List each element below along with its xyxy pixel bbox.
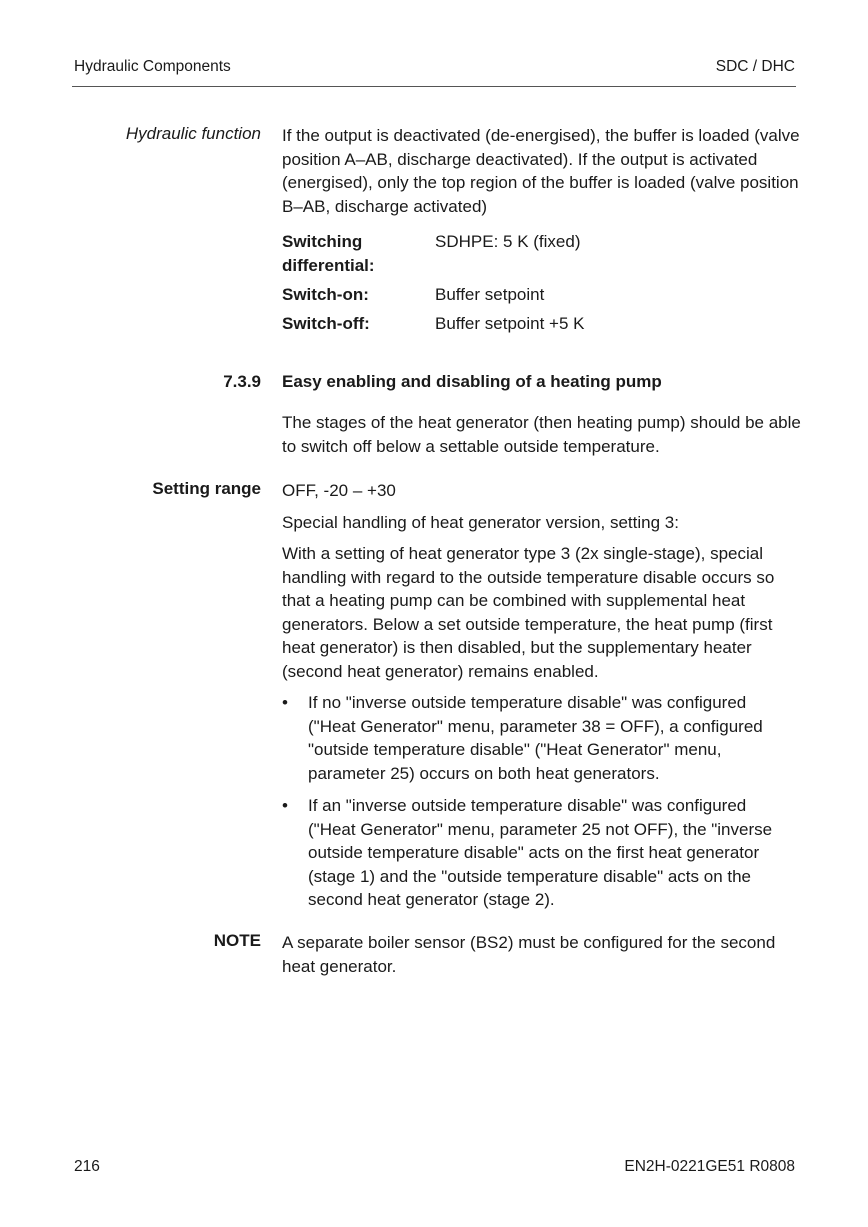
bullet-marker: • — [282, 796, 288, 815]
special-handling-paragraph: With a setting of heat generator type 3 (2x single-stage), special handling with regard to the outside temperature disable occurs so that a heating pump can be combined with supplemental heat generators. Below a set outside temperature, the heat pump (first heat generator) is then disabled, but the supplementary heater (second heat generator) remains enabled. — [282, 544, 775, 681]
section-title: Easy enabling and disabling of a heating pump — [282, 372, 662, 391]
hydraulic-function-label: Hydraulic function — [125, 124, 261, 143]
setting-range-value: OFF, -20 – +30 — [282, 481, 396, 500]
bullet-marker: • — [282, 693, 288, 712]
header-rule — [72, 86, 796, 87]
document-code: EN2H-0221GE51 R0808 — [624, 1158, 795, 1175]
switching-differential-value: SDHPE: 5 K (fixed) — [435, 232, 581, 251]
bullet-item: If no "inverse outside temperature disable" was configured ("Heat Generator" menu, parameter 38 = OFF), a configured "outside temperature disable" ("Heat Generator" menu, parameter 25) occurs on both heat generators. — [308, 693, 763, 783]
switch-off-key: Switch-off: — [282, 314, 370, 333]
bullet-item: If an "inverse outside temperature disable" was configured ("Heat Generator" menu, parameter 25 not OFF), the "inverse outside temperature disable" acts on the first heat generator (stage 1) and the "outside temperature disable" acts on the second heat generator (stage 2). — [308, 796, 773, 909]
section-number: 7.3.9 — [223, 372, 261, 391]
switch-on-key: Switch-on: — [282, 285, 369, 304]
running-header-right: SDC / DHC — [715, 58, 795, 75]
section-intro: The stages of the heat generator (then heating pump) should be able to switch off below a settable outside temperature. — [282, 413, 801, 456]
note-text: A separate boiler sensor (BS2) must be configured for the second heat generator. — [282, 933, 776, 976]
setting-range-label: Setting range — [152, 479, 261, 498]
running-header-left: Hydraulic Components — [74, 58, 231, 75]
switch-off-value: Buffer setpoint +5 K — [435, 314, 585, 333]
page-number: 216 — [74, 1158, 100, 1175]
hydraulic-function-text: If the output is deactivated (de-energised), the buffer is loaded (valve position A–AB, discharge deactivated). If the output is activated (energised), only the top region of the buffer is loaded (valve position B–AB, discharge activated) — [282, 126, 800, 216]
switching-differential-key: Switching differential: — [282, 232, 375, 275]
note-label: NOTE — [213, 931, 261, 950]
special-handling-heading: Special handling of heat generator version, setting 3: — [282, 513, 679, 532]
switch-on-value: Buffer setpoint — [435, 285, 545, 304]
